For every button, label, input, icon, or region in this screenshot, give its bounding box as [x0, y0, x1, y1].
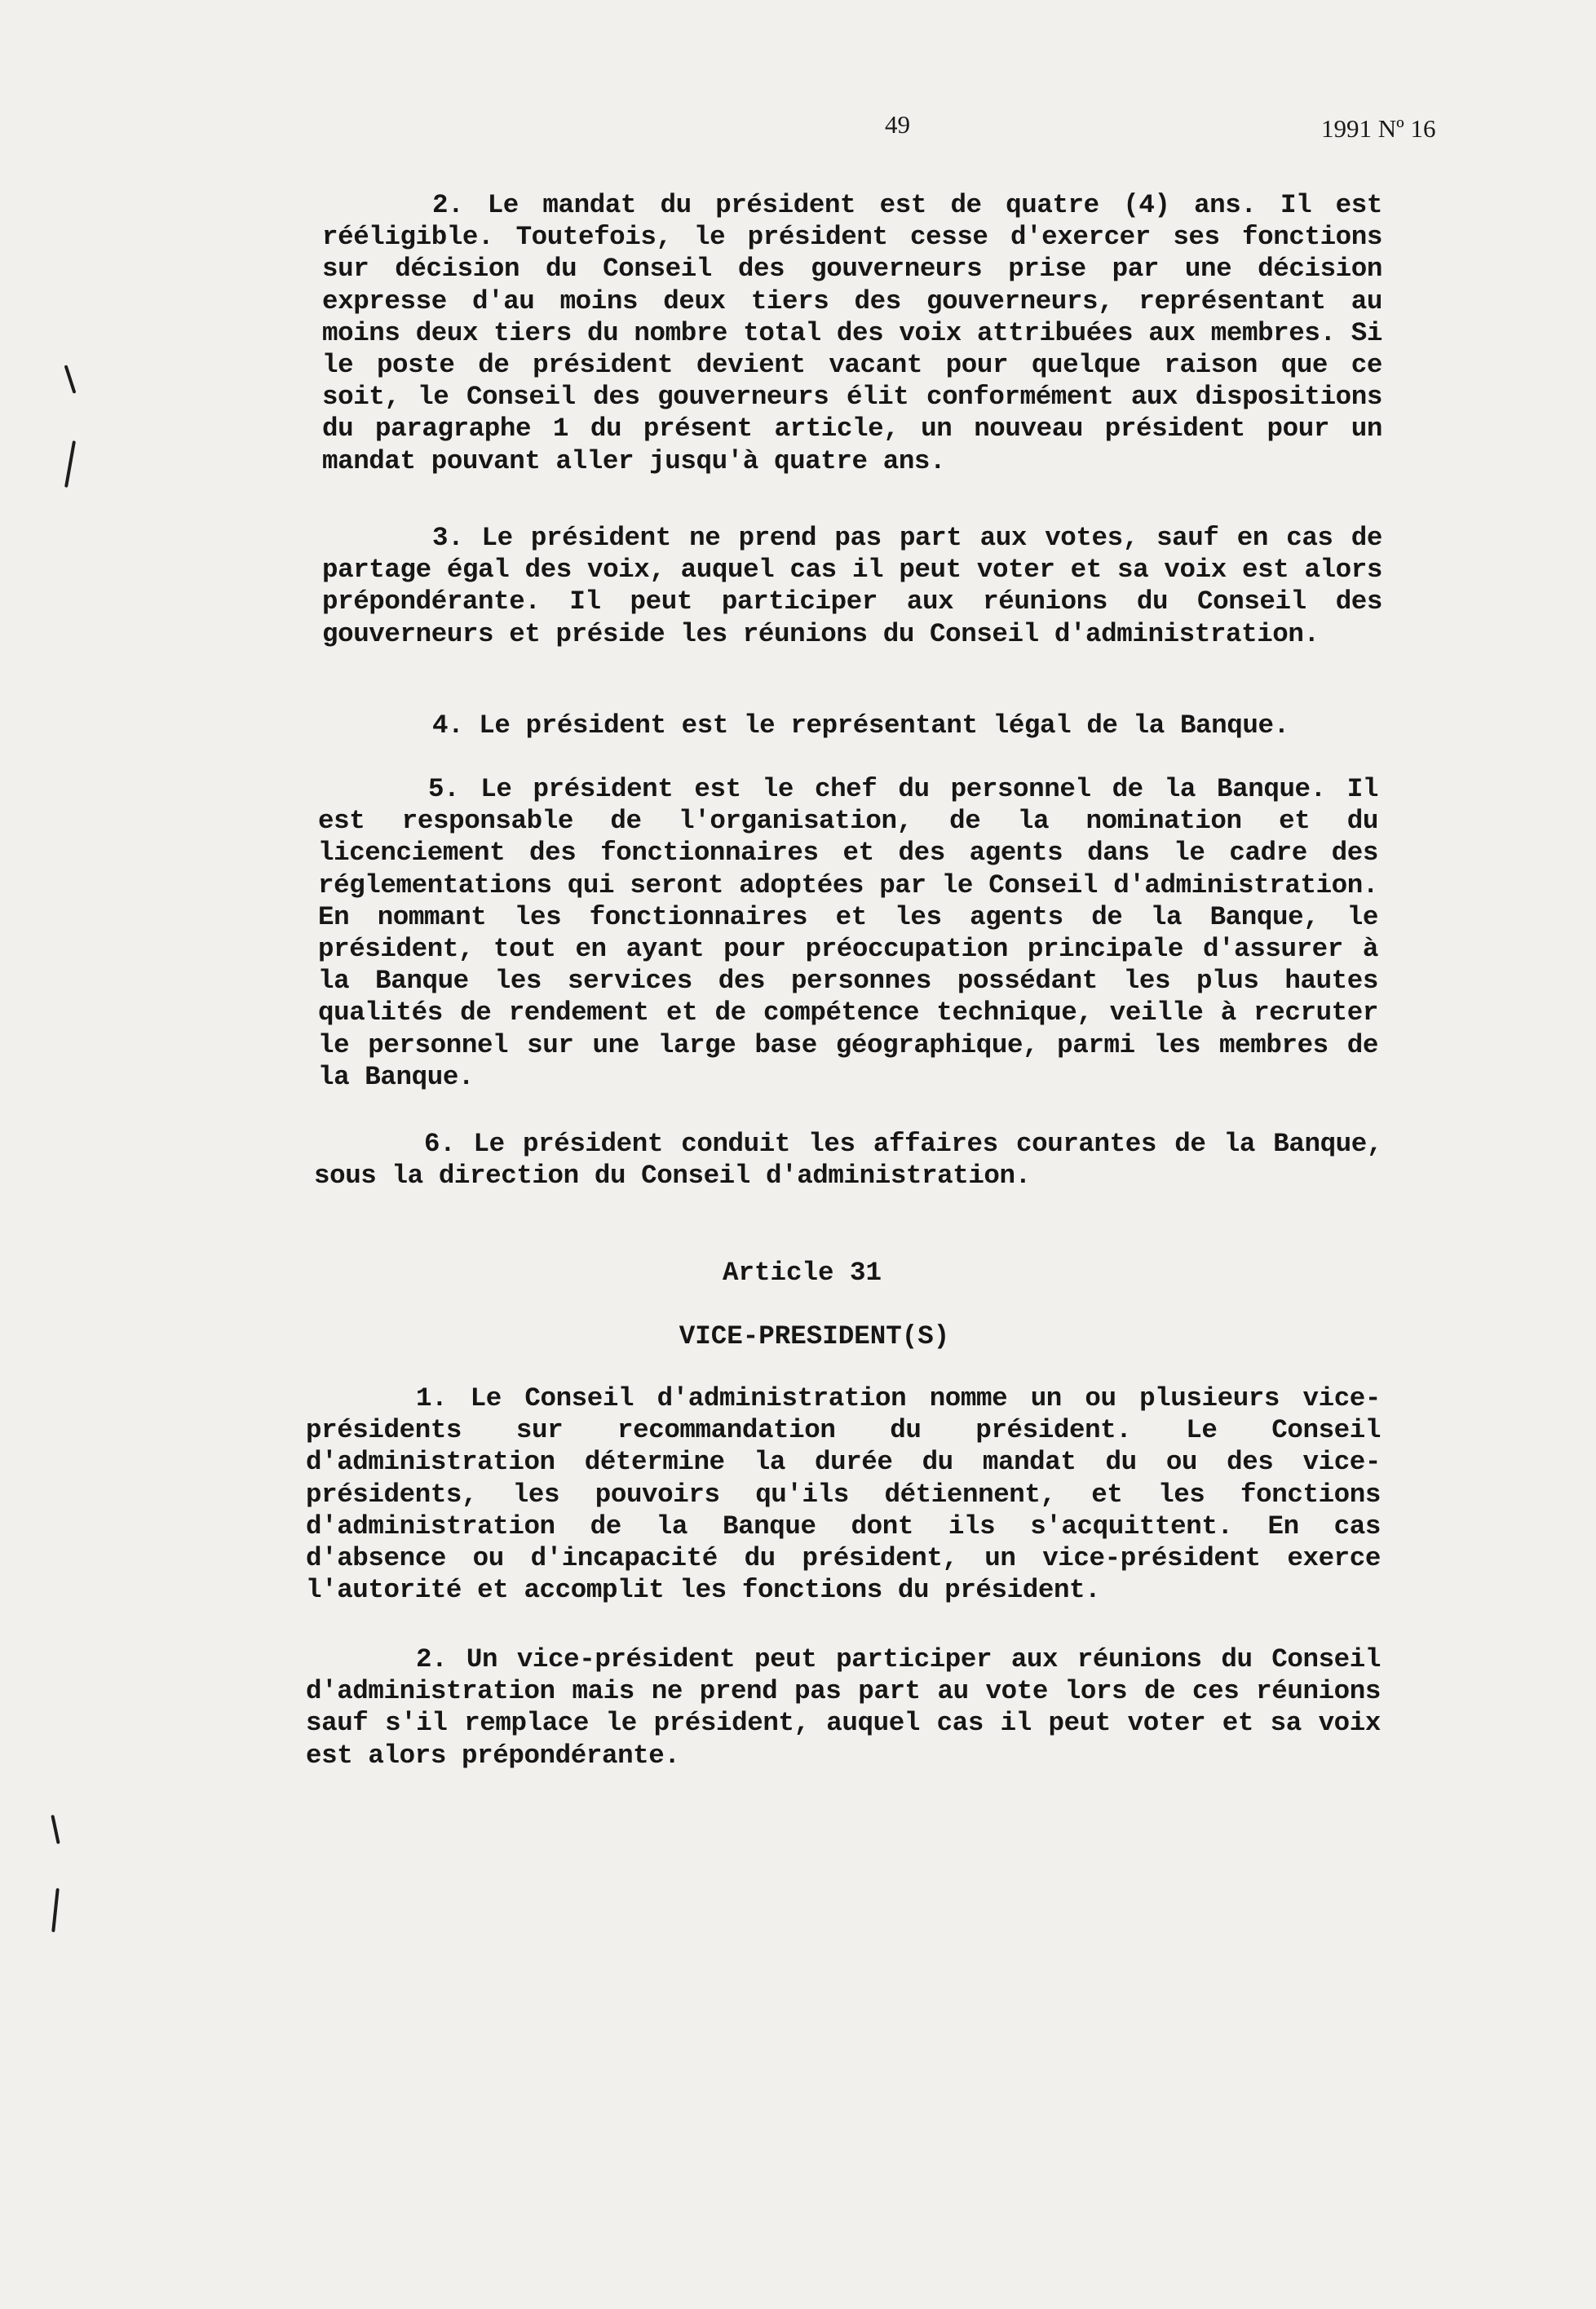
margin-tick-mark	[64, 365, 77, 393]
document-reference: 1991 Nº 16	[1321, 114, 1436, 143]
article-31-paragraph-2	[306, 1643, 1381, 1772]
article-30-paragraph-4	[322, 710, 1382, 741]
paragraph-text: 1. Le Conseil d'administration nomme un ou plusieurs vice-présidents sur recommandation du président. Le Conseil d'administration détermine la durée du mandat du ou des vice-présidents, les pouvoirs qu'ils détiennent, et les fonctions d'administration de la Banque dont ils s'acquittent. En cas d'absence ou d'incapacité du président, un vice-président exerce l'autorité et accomplit les fonctions du président.	[306, 1383, 1381, 1606]
margin-tick-mark	[64, 440, 76, 488]
page-number: 49	[885, 110, 910, 139]
margin-tick-mark	[51, 1888, 60, 1932]
article-30-paragraph-6	[314, 1128, 1382, 1192]
paragraph-text: 2. Un vice-président peut participer aux réunions du Conseil d'administration mais ne prend pas part au vote lors de ces réunions sauf s'il remplace le président, auquel cas il peut voter et sa voix est alors prépondérante.	[306, 1644, 1381, 1771]
article-31-paragraph-1	[306, 1382, 1381, 1606]
article-30-paragraph-5	[318, 773, 1378, 1093]
article-30-paragraph-3	[322, 522, 1382, 650]
paragraph-text: 6. Le président conduit les affaires courantes de la Banque, sous la direction du Conseil d'administration.	[314, 1129, 1382, 1192]
paragraph-text: 4. Le président est le représentant légal de la Banque.	[432, 710, 1289, 741]
margin-tick-mark	[51, 1815, 60, 1844]
paragraph-text: 2. Le mandat du président est de quatre (4) ans. Il est rééligible. Toutefois, le président cesse d'exercer ses fonctions sur décision du Conseil des gouverneurs prise par une décision expresse d'au moins deux tiers des gouverneurs, représentant au moins deux tiers du nombre total des voix attribuées aux membres. Si le poste de président devient vacant pour quelque raison que ce soit, le Conseil des gouverneurs élit conformément aux dispositions du paragraphe 1 du présent article, un nouveau président pour un mandat pouvant aller jusqu'à quatre ans.	[322, 190, 1382, 476]
paragraph-text: 3. Le président ne prend pas part aux votes, sauf en cas de partage égal des voix, auquel cas il peut voter et sa voix est alors prépondérante. Il peut participer aux réunions du Conseil des gouverneurs et préside les réunions du Conseil d'administration.	[322, 523, 1382, 649]
article-30-paragraph-2	[322, 189, 1382, 477]
paragraph-text: 5. Le président est le chef du personnel de la Banque. Il est responsable de l'organisation, de la nomination et du licenciement des fonctionnaires et des agents dans le cadre des réglementations qui seront adoptées par le Conseil d'administration. En nommant les fonctionnaires et les agents de la Banque, le président, tout en ayant pour préoccupation principale d'assurer à la Banque les services des personnes possédant les plus hautes qualités de rendement et de compétence technique, veille à recruter le personnel sur une large base géographique, parmi les membres de la Banque.	[318, 774, 1378, 1092]
article-heading: VICE-PRESIDENT(S)	[679, 1321, 950, 1351]
article-title: Article 31	[722, 1258, 882, 1288]
